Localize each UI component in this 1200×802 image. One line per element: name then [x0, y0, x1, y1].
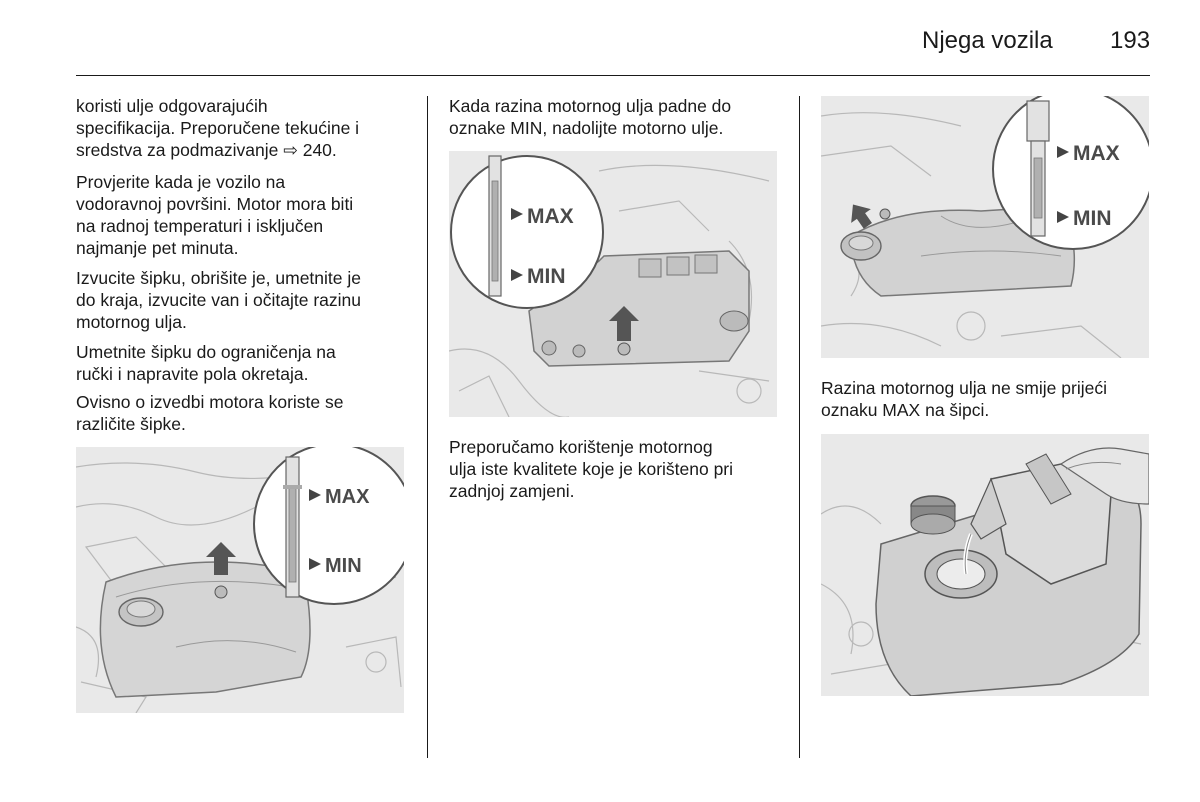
- chapter-title: Njega vozila: [922, 27, 1053, 54]
- paragraph-insert-dipstick: Umetnite šipku do ograničenja na ručki i napravite pola okretaja.: [76, 342, 336, 384]
- max-mark-label: MAX: [1073, 142, 1120, 165]
- engine-dipstick-illustration-2: [449, 151, 777, 417]
- max-mark-label: MAX: [325, 486, 370, 508]
- paragraph-specifications: koristi ulje odgovarajućih specifikacija. Preporučene tekućine i sredstva za podmazivanje ⇨ 240.: [76, 96, 360, 160]
- engine-dipstick-illustration-1: [76, 447, 404, 713]
- header-rule: [76, 75, 1150, 76]
- engine-dipstick-illustration-3: [821, 96, 1149, 358]
- column-divider-right: [799, 96, 800, 758]
- paragraph-same-oil-quality: Preporučamo korištenje motornog ulja iste kvalitete koje je korišteno pri zadnjoj zamjeni.: [449, 437, 734, 501]
- paragraph-level-surface: Provjerite kada je vozilo na vodoravnoj površini. Motor mora biti na radnoj temperaturi i isključen najmanje pet minuta.: [76, 172, 354, 258]
- column-divider-left: [427, 96, 428, 758]
- min-mark-label: MIN: [1073, 207, 1112, 230]
- page-number: 193: [1110, 27, 1151, 54]
- paragraph-different-dipsticks: Ovisno o izvedbi motora koriste se različite šipke.: [76, 392, 344, 434]
- paragraph-do-not-exceed-max: Razina motornog ulja ne smije prijeći oznaku MAX na šipci.: [821, 378, 1107, 420]
- min-mark-label: MIN: [325, 555, 362, 577]
- oil-filling-illustration: [821, 434, 1149, 696]
- paragraph-top-up-min: Kada razina motornog ulja padne do oznake MIN, nadolijte motorno ulje.: [449, 96, 732, 138]
- max-mark-label: MAX: [527, 205, 574, 228]
- min-mark-label: MIN: [527, 265, 566, 288]
- paragraph-pull-dipstick: Izvucite šipku, obrišite je, umetnite je do kraja, izvucite van i očitajte razinu motornog ulja.: [76, 268, 361, 332]
